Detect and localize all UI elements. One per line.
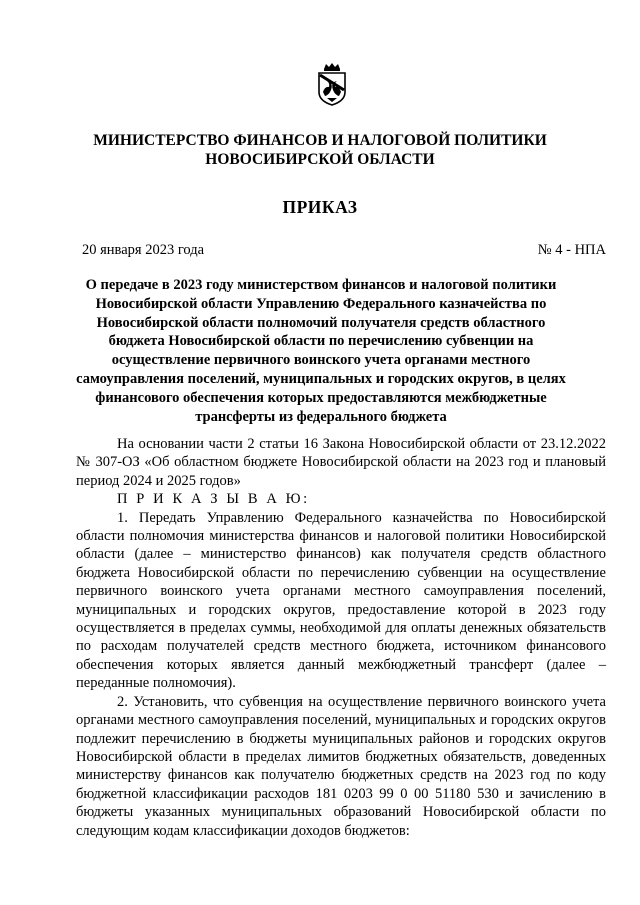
subject-line: финансового обеспечения которых предоставляются межбюджетные	[95, 389, 547, 406]
novosibirsk-coat-of-arms-icon	[315, 62, 349, 106]
ministry-name-line-1: МИНИСТЕРСТВО ФИНАНСОВ И НАЛОГОВОЙ ПОЛИТИКИ	[93, 132, 547, 149]
subject-line: самоуправления поселений, муниципальных и городских округов, в целях	[76, 370, 566, 387]
basis-paragraph: На основании части 2 статьи 16 Закона Новосибирской области от 23.12.2022 № 307-ОЗ «Об областном бюджете Новосибирской области на 2023 год и плановый период 2024 и 2025 годов»	[76, 436, 606, 489]
order-date: 20 января 2023 года	[82, 242, 205, 258]
subject-line: О передаче в 2023 году министерством финансов и налоговой политики	[85, 277, 557, 293]
subject-line: осуществление первичного воинского учета органами местного	[111, 352, 531, 369]
order-subject	[76, 276, 566, 426]
ministry-name-line-2: НОВОСИБИРСКОЙ ОБЛАСТИ	[205, 151, 435, 168]
subject-line: бюджета Новосибирской области по перечислению субвенции на	[108, 333, 534, 350]
item-2-paragraph: 2. Установить, что субвенция на осуществление первичного воинского учета органами местного самоуправления поселений, муниципальных и городских округов подлежит перечислению в бюджеты муниципальных районов и городских округов Новосибирской области в пределах лимитов бюджетных обязательств, доведенных министерству финансов как получателю бюджетных средств на 2023 год по коду бюджетной классификации расходов 181 0203 99 0 00 51180 530 и зачислению в бюджеты указанных муниципальных образований Новосибирской области по следующим кодам классификации доходов бюджетов:	[76, 693, 606, 839]
order-title: ПРИКАЗ	[282, 197, 358, 217]
order-number: № 4 - НПА	[537, 242, 606, 258]
subject-line: Новосибирской области Управлению Федерального казначейства по	[95, 295, 547, 312]
prikazyvayu-heading: П Р И К А З Ы В А Ю:	[117, 491, 310, 508]
item-1-paragraph: 1. Передать Управлению Федерального казначейства по Новосибирской области полномочия министерства финансов и налоговой политики Новосибирской области (далее – министерство финансов) как получателя средств областного бюджета Новосибирской области по перечислению субвенции на осуществление первичного воинского учета органами местного самоуправления поселений, муниципальных и городских округов, предоставление которой в 2023 году осуществляется в пределах суммы, необходимой для оплаты денежных обязательств по расходам получателей средств местного бюджета, источником финансового обеспечения которых является данный межбюджетный трансферт (далее – переданные полномочия).	[76, 509, 606, 692]
subject-line: трансферты из федерального бюджета	[195, 408, 447, 425]
ministry-name	[60, 131, 580, 169]
order-body	[76, 435, 606, 840]
subject-line: Новосибирской области полномочий получателя средств областного	[96, 314, 546, 331]
